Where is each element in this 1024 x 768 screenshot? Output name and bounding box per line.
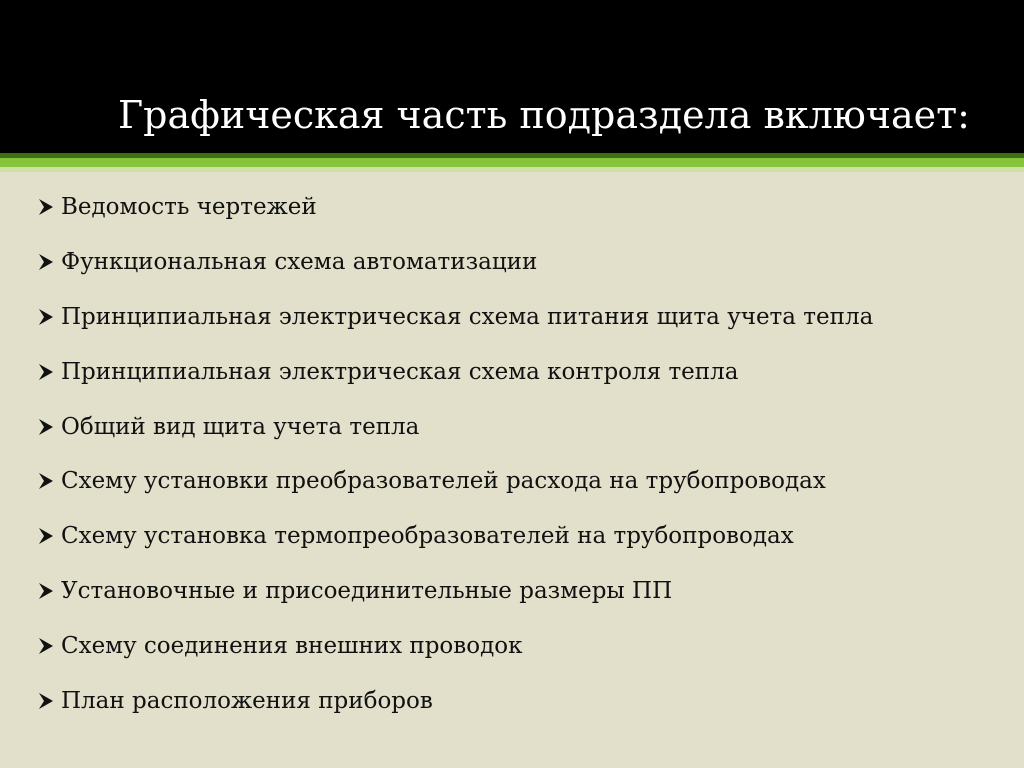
list-item — [36, 344, 1011, 399]
list-item-label: Схему соединения внешних проводок — [61, 632, 523, 659]
arrow-head-bullet-icon — [36, 526, 61, 546]
list-item — [36, 509, 1011, 564]
arrow-head-bullet-icon — [36, 691, 61, 711]
arrow-head-bullet-icon — [36, 636, 61, 656]
arrow-head-bullet-icon — [36, 197, 61, 217]
arrow-head-bullet-icon — [36, 362, 61, 382]
list-item — [36, 454, 1011, 509]
title-bar — [0, 0, 1024, 153]
list-item — [36, 564, 1011, 619]
arrow-head-bullet-icon — [36, 417, 61, 437]
accent-stripe-light — [0, 158, 1024, 167]
list-item-label: Схему установки преобразователей расхода на трубопроводах — [61, 468, 826, 495]
list-item-label: Принципиальная электрическая схема контроля тепла — [61, 358, 739, 385]
list-item-label: Функциональная схема автоматизации — [61, 249, 538, 276]
list-item — [36, 180, 1011, 235]
arrow-head-bullet-icon — [36, 307, 61, 327]
arrow-head-bullet-icon — [36, 252, 61, 272]
list-item-label: План расположения приборов — [61, 687, 433, 714]
list-item — [36, 290, 1011, 345]
arrow-head-bullet-icon — [36, 581, 61, 601]
accent-stripe-pale — [0, 167, 1024, 172]
arrow-head-bullet-icon — [36, 471, 61, 491]
list-item-label: Схему установка термопреобразователей на трубопроводах — [61, 523, 794, 550]
list-item-label: Общий вид щита учета тепла — [61, 413, 420, 440]
list-item-label: Установочные и присоединительные размеры ПП — [61, 577, 673, 604]
list-item — [36, 399, 1011, 454]
list-item — [36, 673, 1011, 728]
list-item-label: Принципиальная электрическая схема питания щита учета тепла — [61, 303, 874, 330]
slide-title: Графическая часть подраздела включает: — [118, 93, 970, 137]
bullet-list — [36, 180, 1011, 728]
list-item — [36, 618, 1011, 673]
list-item — [36, 235, 1011, 290]
list-item-label: Ведомость чертежей — [61, 194, 317, 221]
